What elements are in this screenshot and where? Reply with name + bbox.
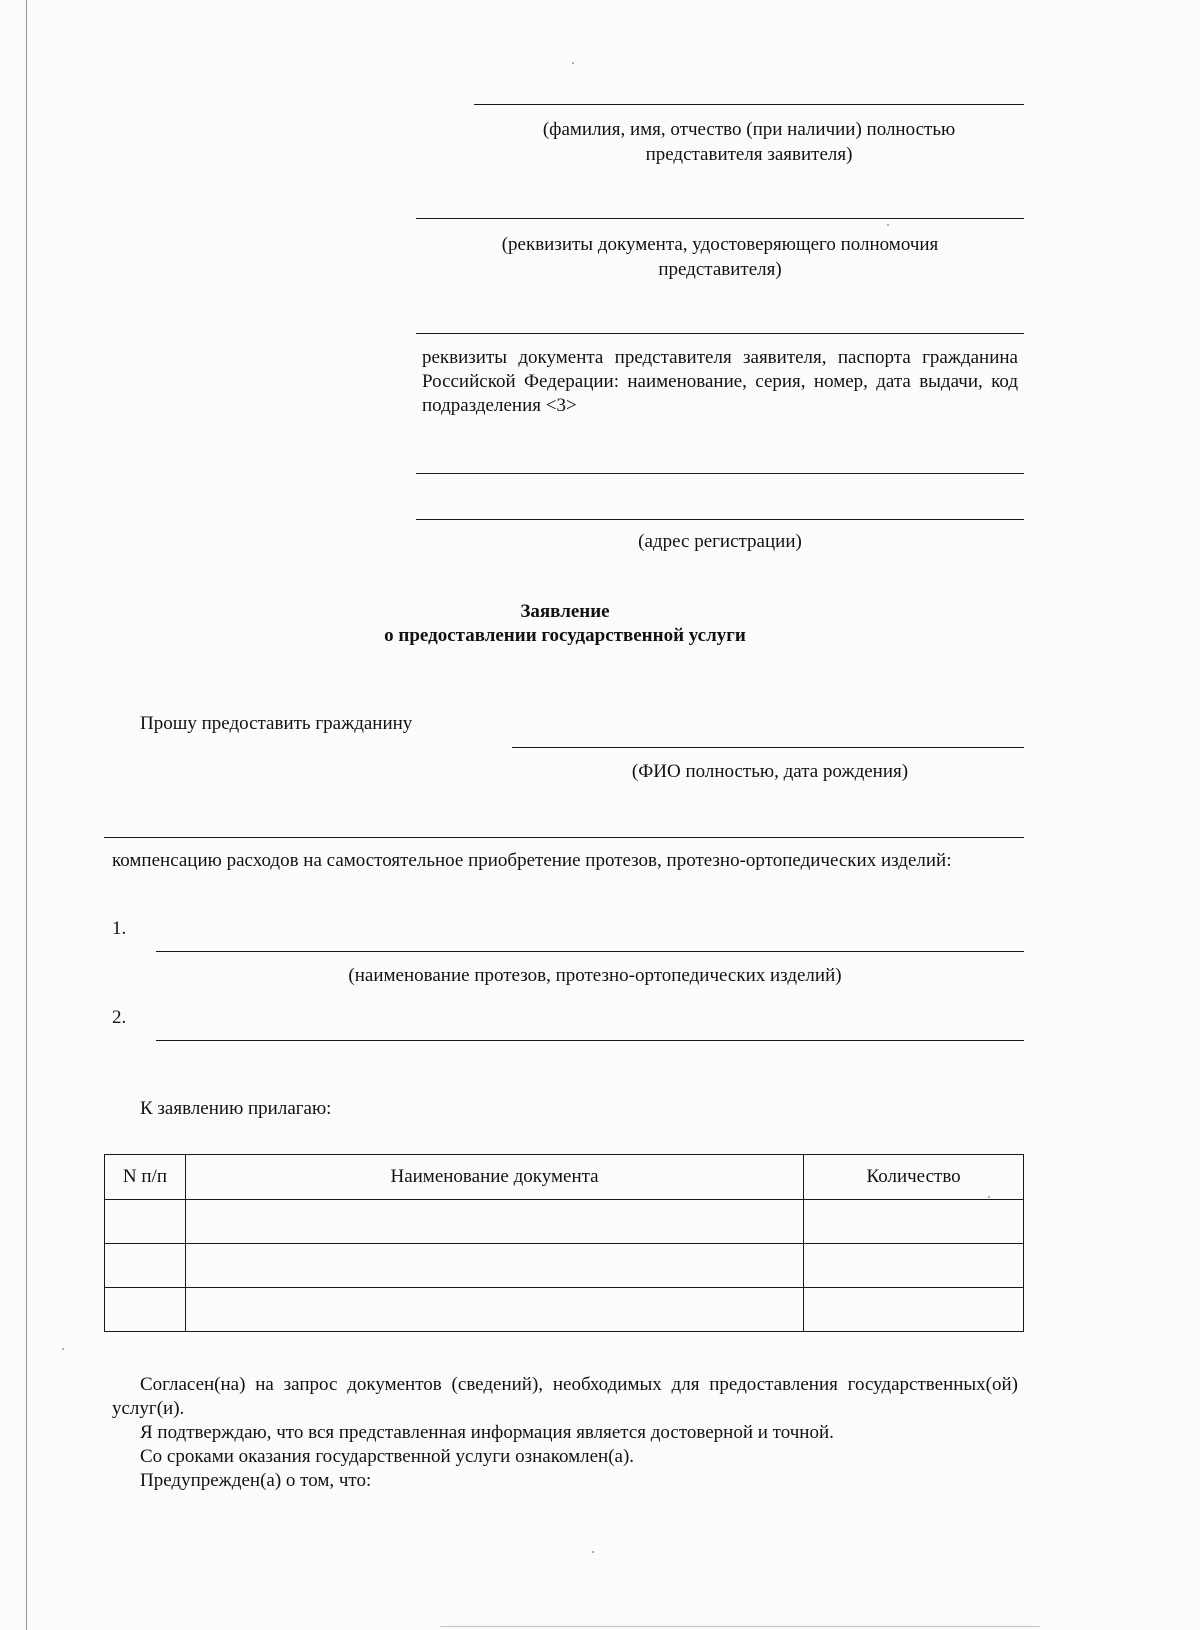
address-line-2: [416, 519, 1024, 520]
table-cell[interactable]: [804, 1288, 1024, 1332]
scan-speck: [440, 1626, 1040, 1627]
table-row: [105, 1200, 1024, 1244]
attachments-table: [104, 1154, 1024, 1332]
representative-name-caption-1: (фамилия, имя, отчество (при наличии) полностью: [542, 119, 956, 140]
representative-name-line: [474, 104, 1024, 105]
table-row: [105, 1244, 1024, 1288]
request-lead: Прошу предоставить гражданину: [140, 713, 413, 734]
table-cell[interactable]: [105, 1200, 186, 1244]
scan-speck: [887, 224, 889, 226]
table-cell[interactable]: [804, 1244, 1024, 1288]
document-subtitle: о предоставлении государственной услуги: [384, 625, 746, 646]
authority-doc-caption-1: (реквизиты документа, удостоверяющего полномочия: [501, 234, 939, 255]
passport-caption: реквизиты документа представителя заявителя, паспорта гражданина Российской Федерации: наименование, серия, номер, дата выдачи, код подразделения <3>: [422, 347, 1018, 416]
scan-speck: [988, 1196, 990, 1198]
items-caption: (наименование протезов, протезно-ортопедических изделий): [348, 965, 842, 986]
representative-name-caption-2: представителя заявителя): [645, 144, 853, 165]
deadlines-text: Со сроками оказания государственной услуги ознакомлен(а).: [140, 1446, 635, 1467]
confirm-text: Я подтверждаю, что вся представленная информация является достоверной и точной.: [140, 1422, 834, 1443]
person-line-2: [104, 837, 1024, 838]
person-line: [512, 747, 1024, 748]
scan-speck: [62, 1348, 64, 1350]
table-header-row: [105, 1155, 1024, 1200]
column-document-name: Наименование документа: [185, 1155, 803, 1200]
attachments-lead: К заявлению прилагаю:: [140, 1098, 332, 1119]
person-caption: (ФИО полностью, дата рождения): [631, 761, 909, 782]
column-number: N п/п: [105, 1155, 186, 1200]
table-cell[interactable]: [185, 1288, 803, 1332]
address-caption: (адрес регистрации): [638, 531, 802, 552]
authority-doc-caption-2: представителя): [658, 259, 782, 280]
address-line-1: [416, 473, 1024, 474]
scan-speck: [572, 62, 574, 64]
warned-text: Предупрежден(а) о том, что:: [140, 1470, 372, 1491]
request-subject: компенсацию расходов на самостоятельное приобретение протезов, протезно-ортопедических изделий:: [112, 850, 952, 871]
item-1-line: [156, 951, 1024, 952]
table-row: [105, 1288, 1024, 1332]
table-cell[interactable]: [185, 1200, 803, 1244]
scan-speck: [592, 1551, 594, 1553]
authority-doc-line: [416, 218, 1024, 219]
item-2-number: 2.: [112, 1007, 127, 1028]
passport-line: [416, 333, 1024, 334]
consent-text: Согласен(на) на запрос документов (сведений), необходимых для предоставления государственных(ой) услуг(и).: [112, 1374, 1018, 1419]
column-quantity: Количество: [804, 1155, 1024, 1200]
table-cell[interactable]: [105, 1288, 186, 1332]
table-cell[interactable]: [804, 1200, 1024, 1244]
item-2-line: [156, 1040, 1024, 1041]
scan-edge: [26, 0, 27, 1630]
document-title: Заявление: [520, 601, 610, 622]
table-cell[interactable]: [185, 1244, 803, 1288]
item-1-number: 1.: [112, 918, 127, 939]
table-cell[interactable]: [105, 1244, 186, 1288]
